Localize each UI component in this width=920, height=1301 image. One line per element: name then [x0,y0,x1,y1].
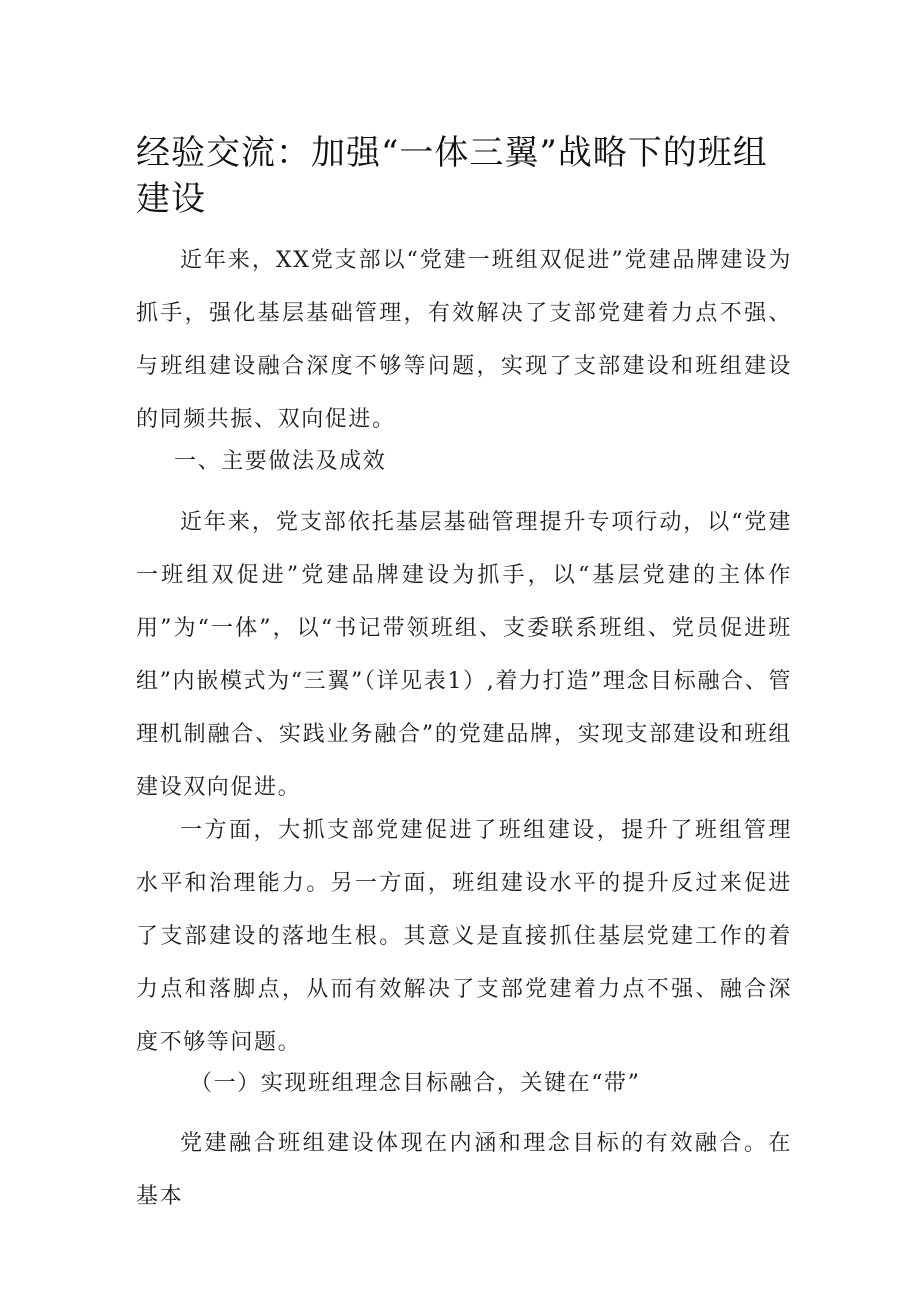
intro-paragraph: 近年来，XX党支部以“党建一班组双促进”党建品牌建设为抓手，强化基层基础管理，有效解决了支部党建着力点不强、与班组建设融合深度不够等问题，实现了支部建设和班组建设的同频共振、双向促进。 [136,248,792,432]
significance-paragraph: 一方面，大抓支部党建促进了班组建设，提升了班组管理水平和治理能力。另一方面，班组建设水平的提升反过来促进了支部建设的落地生根。其意义是直接抓住基层党建工作的着力点和落脚点，从而有效解决了支部党建着力点不强、融合深度不够等问题。 [136,818,792,1055]
section-heading-main-practices: 一、主要做法及成效 [174,449,387,474]
document-title: 经验交流：加强“一体三翼”战略下的班组建设 [136,133,768,219]
section-body-paragraph: 近年来，党支部依托基层基础管理提升专项行动，以“党建一班组双促进”党建品牌建设为抓手，以“基层党建的主体作用”为“一体”，以“书记带领班组、支委联系班组、党员促进班组”内嵌模式为“三翼”（详见表1）,着力打造”理念目标融合、管理机制融合、实践业务融合”的党建品牌，实现支部建设和班组建设双向促进。 [136,510,792,800]
subsection-body-paragraph: 党建融合班组建设体现在内涵和理念目标的有效融合。在基本 [136,1131,792,1209]
subsection-heading-goal-integration: （一）实现班组理念目标融合，关键在“带” [190,1071,641,1096]
